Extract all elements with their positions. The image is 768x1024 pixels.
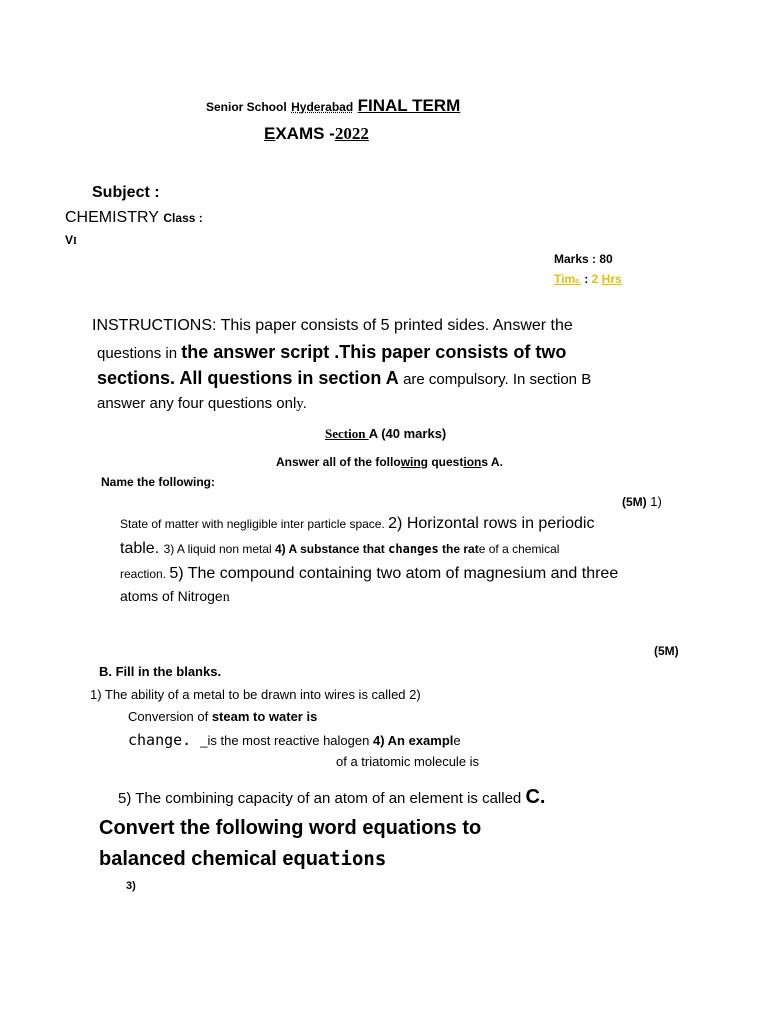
class-value-i: I [73,236,77,247]
class-value-v: V [65,233,74,247]
instructions-line2-a: questions in [97,345,182,362]
time-info [554,272,622,286]
section-b-line3-a: change. [128,731,201,749]
section-b-marks: (5M) [654,644,679,658]
section-b-line2-b: steam to water is [211,709,318,724]
section-b-line2-a: Conversion of [128,709,212,724]
section-b-line3-d: e [453,733,461,748]
section-a-instruction-b: wing [400,455,429,469]
exams-label: XAMS - [275,124,335,143]
exam-header-line2 [264,124,369,144]
time-label-small: e. [575,278,581,285]
instructions-line2-b: the answer script .This paper consists of two [181,342,567,362]
section-c-item-number: 3) [126,880,136,892]
instructions-line2 [97,342,566,363]
instructions-line3-b: are compulsory. In section B [403,371,592,388]
section-a-q1-number: 1) [646,494,662,509]
section-a-title [325,426,446,442]
section-c-heading-line1: Convert the following word equations to [99,817,482,839]
q2-text: 2) Horizontal rows in periodic [388,515,595,532]
q4-text-a: 4) A substance that [275,542,389,556]
final-term-title: FINAL TERM [357,96,461,115]
section-b-line4: of a triatomic molecule is [336,754,480,769]
q2-text-end: table. [120,540,164,557]
time-label: Tim [554,272,576,286]
section-a-marks-tag: (5M) [622,495,647,509]
section-b-line5-a: 5) The combining capacity of an atom of an element is called [118,790,526,807]
exam-year: 2022 [334,124,369,143]
section-b-line1: 1) The ability of a metal to be drawn into wires is called 2) [90,687,421,702]
section-b-line3-b: _is the most reactive halogen [200,733,373,748]
section-c-heading-line2-a: balanced chemical equa [99,848,330,870]
time-separator: : [580,272,592,286]
section-b-line2 [128,709,317,724]
school-name: Senior School [206,100,287,114]
section-a-marks [622,494,662,509]
instructions-line1: INSTRUCTIONS: This paper consists of 5 printed sides. Answer the [92,317,573,334]
q3-text: 3) A liquid non metal [163,542,275,556]
section-a-instruction [276,455,503,469]
q1-text: State of matter with negligible inter particle space. [120,517,389,531]
time-unit: Hrs [601,272,622,286]
instructions-line4 [97,395,307,413]
exams-initial: E [264,124,276,143]
school-city: Hyderabad [291,100,354,114]
q5-text-last: n [222,590,230,605]
section-c-label: C. [525,786,546,808]
section-a-line3 [120,565,618,583]
section-b-line3 [128,731,461,750]
subject-label: Subject : [92,184,160,201]
section-a-instruction-d: ion [463,455,482,469]
q4-text-b: changes [388,542,439,556]
marks-info: Marks : 80 [554,252,613,266]
section-a-instruction-c: quest [428,455,464,469]
section-a-line2 [120,540,559,558]
section-c-heading-line2-b: tions [329,848,387,870]
q4-text-c: the rat [438,542,479,556]
subject-line [65,209,203,227]
class-label: Class : [163,211,203,225]
subject-value: CHEMISTRY [65,209,159,226]
section-c-heading-line2 [99,848,386,871]
section-b-line5 [118,786,545,809]
section-a-title-word: Section [325,426,369,441]
class-value [65,233,77,247]
exam-header-line1 [206,96,460,116]
section-a-instruction-e: s A. [481,455,503,469]
name-following-heading: Name the following: [101,475,215,489]
instructions-line4-b: y. [296,396,307,412]
section-a-instruction-a: Answer all of the follo [276,455,401,469]
q4-text-d: e of a chemical [478,542,560,556]
section-b-line3-c: 4) An exampl [372,733,454,748]
instructions-line4-a: answer any four questions onl [97,395,297,412]
section-a-line1 [120,515,594,533]
time-value: 2 [591,272,599,286]
q4-text-end: reaction. [120,567,170,581]
instructions-line3-a: sections. All questions in section A [97,368,404,388]
instructions-line3 [97,368,591,389]
q5-text: 5) The compound containing two atom of magnesium and three [169,565,619,582]
q5-text-end: atoms of Nitroge [120,588,223,604]
section-a-line4 [120,588,230,606]
fill-blanks-heading: B. Fill in the blanks. [99,664,222,679]
section-a-title-marks: A (40 marks) [368,426,447,441]
